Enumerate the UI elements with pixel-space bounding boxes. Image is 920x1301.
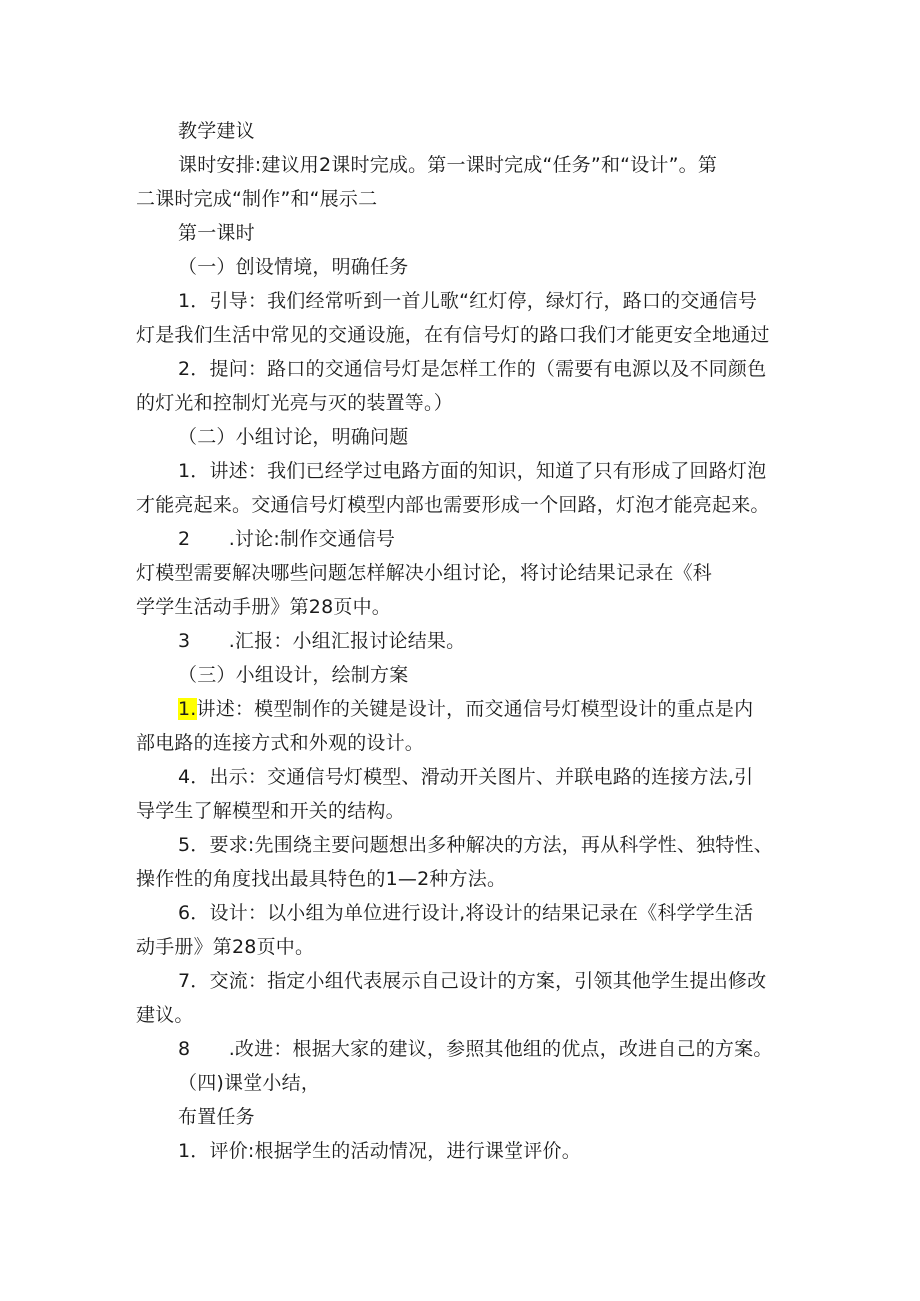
paragraph-line: 布置任务 [178,1106,255,1128]
paragraph-line: 3 .汇报：小组汇报讨论结果。 [178,630,466,652]
paragraph-line: 4．出示：交通信号灯模型、滑动开关图片、并联电路的连接方法,引 [178,766,754,788]
paragraph-line: 1．评价:根据学生的活动情况，进行课堂评价。 [178,1140,581,1162]
paragraph-line: 1．引导：我们经常听到一首儿歌“红灯停，绿灯行，路口的交通信号 [178,290,758,312]
paragraph-line [178,696,848,722]
subsection-heading: （二）小组讨论，明确问题 [178,426,409,448]
subsection-heading: （四)课堂小结， [178,1072,321,1094]
paragraph-line: 2 .讨论:制作交通信号 [178,528,396,550]
paragraph-line: 灯模型需要解决哪些问题怎样解决小组讨论，将讨论结果记录在《科 [136,562,713,584]
paragraph-line: 学学生活动手册》第28页中。 [136,596,391,618]
paragraph-line: 二课时完成“制作”和“展示二 [136,188,378,210]
paragraph-line: 6．设计：以小组为单位进行设计,将设计的结果记录在《科学学生活 [178,902,754,924]
paragraph-line: 建议。 [136,1004,194,1026]
lesson-heading: 第一课时 [178,222,255,244]
paragraph-line: 操作性的角度找出最具特色的1—2种方法。 [136,868,507,890]
paragraph-line: 才能亮起来。交通信号灯模型内部也需要形成一个回路，灯泡才能亮起来。 [136,494,770,516]
paragraph-line: 7．交流：指定小组代表展示自己设计的方案，引领其他学生提出修改 [178,970,767,992]
paragraph-line: 8 .改进：根据大家的建议，参照其他组的优点，改进自己的方案。 [178,1038,773,1060]
paragraph-line: 1．讲述：我们已经学过电路方面的知识，知道了只有形成了回路灯泡 [178,460,767,482]
paragraph-line: 导学生了解模型和开关的结构。 [136,800,405,822]
subsection-heading: （一）创设情境，明确任务 [178,256,409,278]
subsection-heading: （三）小组设计，绘制方案 [178,664,409,686]
paragraph-line: 的灯光和控制灯光亮与灭的装置等。） [136,392,453,414]
paragraph-line: 部电路的连接方式和外观的设计。 [136,732,425,754]
section-title: 教学建议 [178,120,255,142]
paragraph-text: 讲述：模型制作的关键是设计，而交通信号灯模型设计的重点是内 [196,698,754,720]
paragraph-line: 2．提问：路口的交通信号灯是怎样工作的（需要有电源以及不同颜色 [178,358,767,380]
paragraph-line: 课时安排:建议用2课时完成。第一课时完成“任务”和“设计”。第 [178,154,718,176]
paragraph-line: 灯是我们生活中常见的交通设施，在有信号灯的路口我们才能更安全地通过 [136,324,770,346]
highlighted-marker: 1. [178,698,197,720]
paragraph-line: 5．要求:先围绕主要问题想出多种解决的方法，再从科学性、独特性、 [178,834,773,856]
paragraph-line: 动手册》第28页中。 [136,936,315,958]
